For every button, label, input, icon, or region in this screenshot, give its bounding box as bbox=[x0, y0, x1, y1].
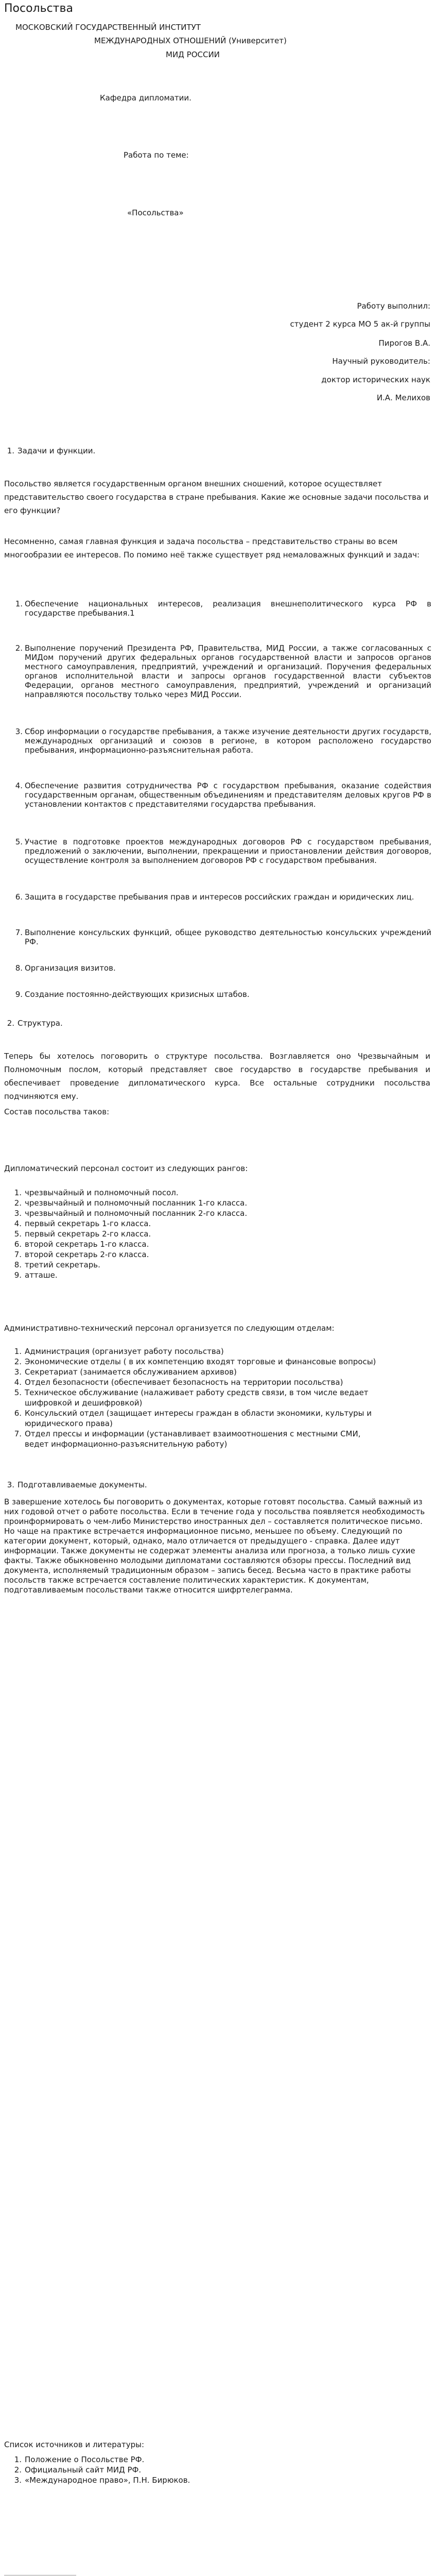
institute-line1: МОСКОВСКИЙ ГОСУДАРСТВЕННЫЙ ИНСТИТУТ bbox=[15, 23, 201, 32]
task-number: 8. bbox=[15, 963, 23, 973]
ranks-list bbox=[4, 1188, 247, 1280]
list-item: 3. чрезвычайный и полномочный посланник 2-го класса. bbox=[14, 1209, 248, 1218]
task-item: Защита в государстве пребывания прав и интересов российских граждан и юридических лиц. bbox=[25, 892, 414, 902]
supervisor-label: Научный руководитель: bbox=[332, 357, 430, 366]
sources-heading: Список источников и литературы: bbox=[4, 2440, 145, 2449]
list-item: 2. чрезвычайный и полномочный посланник 1-го класса. bbox=[14, 1198, 248, 1208]
list-item: 3. Секретариат (занимается обслуживанием архивов) bbox=[14, 1367, 237, 1377]
section2-intro: Теперь бы хотелось поговорить о структуре посольства. Возглавляется оно Чрезвычайным и Полномочным послом, который представляет свое государство в государстве пребывания и обеспечивает проведение дипломатического курса. Все остальные сотрудники посольства подчиняются ему. bbox=[4, 1052, 430, 1101]
list-item: 1. Положение о Посольстве РФ. bbox=[14, 2455, 145, 2464]
author-course: студент 2 курса МО 5 ак-й группы bbox=[290, 319, 430, 329]
list-item: 4. первый секретарь 1-го класса. bbox=[14, 1219, 151, 1228]
task-number: 3. bbox=[15, 727, 23, 736]
task-item: Обеспечение развития сотрудничества РФ с государством пребывания, оказание содействия государственным органам, общественным объединениям и представителям деловых кругов РФ в установлении контактов с представителями государства пребывания. bbox=[25, 781, 431, 809]
list-item: 8. третий секретарь. bbox=[14, 1260, 100, 1269]
departments-list bbox=[4, 1346, 385, 1449]
sources-list bbox=[4, 2454, 190, 2485]
document-title: Посольства bbox=[4, 2, 73, 15]
task-number: 4. bbox=[15, 781, 23, 790]
list-item: 5. Техническое обслуживание (налаживает работу средств связи, в том числе ведает шифровкой и дешифровкой) bbox=[14, 1388, 369, 1408]
supervisor-name: И.А. Мелихов bbox=[376, 393, 430, 402]
department-label: Кафедра дипломатии. bbox=[100, 93, 191, 103]
author-label: Работу выполнил: bbox=[357, 301, 430, 311]
task-number: 1. bbox=[15, 599, 23, 608]
task-number: 7. bbox=[15, 928, 23, 937]
list-item: 6. Консульский отдел (защищает интересы граждан в области экономики, культуры и юридического права) bbox=[14, 1409, 372, 1428]
task-number: 5. bbox=[15, 837, 23, 846]
work-topic: «Посольства» bbox=[127, 208, 184, 217]
composition-label: Состав посольства таков: bbox=[4, 1107, 110, 1116]
list-item: 1. чрезвычайный и полномочный посол. bbox=[14, 1188, 179, 1197]
task-number: 6. bbox=[15, 892, 23, 902]
admin-intro: Административно-технический персонал организуется по следующим отделам: bbox=[4, 1324, 335, 1333]
list-item: 2. Экономические отделы ( в их компетенцию входят торговые и финансовые вопросы) bbox=[14, 1357, 376, 1366]
list-item: 5. первый секретарь 2-го класса. bbox=[14, 1229, 151, 1239]
list-item: 2. Официальный сайт МИД РФ. bbox=[14, 2465, 142, 2475]
section3-heading: 3. Подготавливаемые документы. bbox=[7, 1480, 147, 1489]
work-topic-label: Работа по теме: bbox=[124, 150, 189, 160]
section3-body: В завершение хотелось бы поговорить о документах, которые готовят посольства. Самый важный из них годовой отчет о работе посольства. Если в течение года у посольства появляется необходимость проинформировать о чем-либо Министерство иностранных дел – составляется политическое письмо. Но чаще на практике встречается информационное письмо, меньшее по объему. Следующий по категории документ, который, однако, мало отличается от предыдущего - справка. Далее идут информации. Также документы не содержат элементы анализа или прогноза, а только лишь сухие факты. Также обыкновенно молодыми дипломатами составляются обзоры прессы. Последний вид документа, исполняемый традиционным образом – запись бесед. Весьма часто в практике работы посольств также встречается составление политических характеристик. К документам, подготавливаемым посольствами также относится шифртелеграмма. bbox=[4, 1497, 425, 1595]
list-item: 7. Отдел прессы и информации (устанавливает взаимоотношения с местными СМИ, ведет информационно-разъяснительную работу) bbox=[14, 1429, 361, 1449]
task-item: Выполнение поручений Президента РФ, Правительства, МИД России, а также согласованных с МИДом поручений других федеральных органов государственной власти и запросов органов местного самоуправления, предприятий, учреждений и организаций. Поручения федеральных органов исполнительной власти и запросы органов государственной власти субъектов Федерации, органов местного самоуправления, предприятий, учреждений и организаций направляются посольству только через МИД России. bbox=[25, 643, 431, 699]
task-item: Обеспечение национальных интересов, реализация внешнеполитического курса РФ в государстве пребывания.1 bbox=[25, 599, 431, 618]
institute-line3: МИД РОССИИ bbox=[166, 50, 220, 59]
institute-line2: МЕЖДУНАРОДНЫХ ОТНОШЕНИЙ (Университет) bbox=[94, 36, 287, 45]
task-number: 2. bbox=[15, 643, 23, 653]
diplomatic-intro: Дипломатический персонал состоит из следующих рангов: bbox=[4, 1164, 248, 1173]
list-item: 7. второй секретарь 2-го класса. bbox=[14, 1250, 149, 1259]
list-item: 1. Администрация (организует работу посольства) bbox=[14, 1347, 224, 1356]
author-name: Пирогов В.А. bbox=[378, 338, 430, 348]
task-item: Сбор информации о государстве пребывания, а также изучение деятельности других государств, международных организаций и союзов в регионе, в котором расположено государство пребывания, информационно-разъяснительная работа. bbox=[25, 727, 431, 755]
section1-heading: 1. Задачи и функции. bbox=[7, 446, 96, 455]
task-item: Организация визитов. bbox=[25, 963, 116, 973]
list-item: 4. Отдел безопасности (обеспечивает безопасность на территории посольства) bbox=[14, 1378, 343, 1387]
list-item: 6. второй секретарь 1-го класса. bbox=[14, 1240, 149, 1249]
section1-intro: Посольство является государственным органом внешних сношений, которое осуществляет представительство своего государства в стране пребывания. Какие же основные задачи посольства и его функции? bbox=[4, 479, 429, 515]
task-item: Выполнение консульских функций, общее руководство деятельностью консульских учреждений РФ. bbox=[25, 928, 431, 946]
task-item: Участие в подготовке проектов международных договоров РФ с государством пребывания, предложений о заключении, выполнении, прекращении и приостановлении действия договоров, осуществление контроля за выполнением договоров РФ с государством пребывания. bbox=[25, 837, 431, 865]
list-item: 9. атташе. bbox=[14, 1270, 58, 1280]
task-item: Создание постоянно-действующих кризисных штабов. bbox=[25, 990, 250, 999]
task-number: 9. bbox=[15, 990, 23, 999]
supervisor-degree: доктор исторических наук bbox=[321, 375, 430, 384]
section1-intro2: Несомненно, самая главная функция и задача посольства – представительство страны во всем многообразии ее интересов. По помимо неё также существует ряд немаловажных функций и задач: bbox=[4, 537, 420, 560]
section2-heading: 2. Структура. bbox=[7, 1019, 63, 1028]
list-item: 3. «Международное право», П.Н. Бирюков. bbox=[14, 2476, 190, 2485]
